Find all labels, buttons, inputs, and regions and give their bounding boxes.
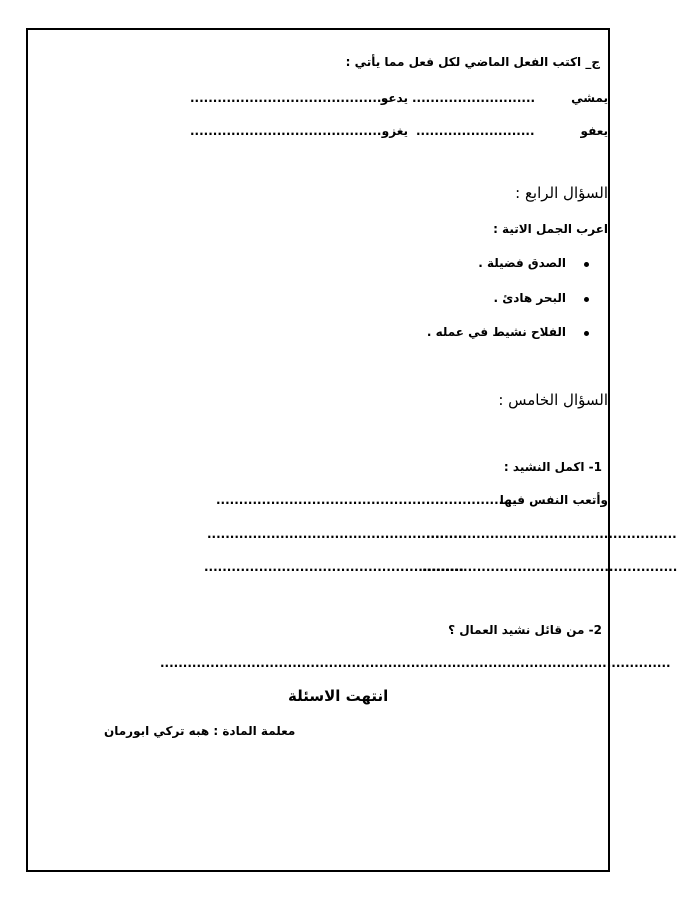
page-border [26, 28, 610, 872]
verb-yadu: يدعو [380, 91, 408, 105]
verb-yaghzu: يغزو [381, 124, 408, 138]
poem-start: وأتعب النفس فيها [499, 493, 608, 507]
poem-dots: ......................................................... [207, 527, 467, 541]
sentence-1: الصدق فضيلة . [478, 256, 566, 270]
teacher-name: معلمة المادة : هبه تركي ابورمان [104, 724, 296, 738]
bullet-icon [584, 297, 589, 302]
verb-yafu: يعفو [580, 124, 608, 138]
question5-heading: السؤال الخامس : [498, 391, 608, 409]
answer-dots: ........................... [412, 91, 536, 105]
section-c-instruction: ج_ اكتب الفعل الماضي لكل فعل مما يأتي : [345, 55, 600, 69]
answer-dots: ................................................................................................................ [160, 656, 671, 670]
part2-question: 2- من قائل نشيد العمال ؟ [448, 623, 602, 637]
question4-heading: السؤال الرابع : [515, 184, 608, 202]
bullet-icon [584, 331, 589, 336]
answer-dots: ........................................... [190, 124, 387, 138]
sentence-2: البحر هادئ . [493, 291, 566, 305]
answer-dots: ........................................... [190, 91, 387, 105]
poem-dots: .................................................................. [216, 493, 517, 507]
bullet-icon [584, 262, 589, 267]
sentence-3: الفلاح نشيط في عمله . [426, 325, 566, 339]
poem-dots: ......................................................... [204, 560, 464, 574]
poem-dots: ....................................................... [426, 527, 677, 541]
poem-dots: ........................................................ [422, 560, 677, 574]
part1-label: 1- اكمل النشيد : [503, 460, 602, 474]
verb-yamshi: يمشي [571, 91, 608, 105]
end-of-questions: انتهت الاسئلة [288, 687, 389, 705]
answer-dots: .......................... [416, 124, 535, 138]
question4-instruction: اعرب الجمل الاتية : [493, 222, 608, 236]
